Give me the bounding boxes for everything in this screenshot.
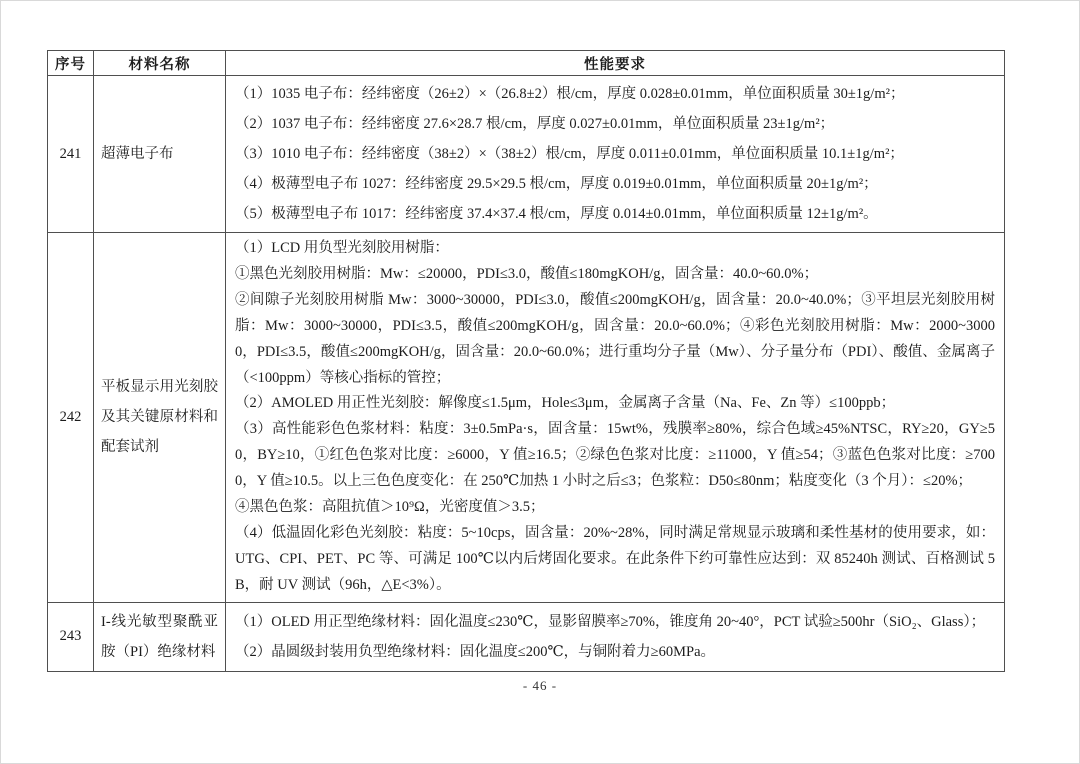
requirement-line: （3）1010 电子布：经纬密度（38±2）×（38±2）根/cm，厚度 0.011±0.01mm，单位面积质量 10.1±1g/m²； bbox=[235, 146, 904, 162]
requirement-line: ①黑色光刻胶用树脂：Mw：≤20000，PDI≤3.0，酸值≤180mgKOH/g，固含量：40.0~60.0%； bbox=[235, 265, 819, 282]
requirement-line: （5）极薄型电子布 1017：经纬密度 37.4×37.4 根/cm，厚度 0.014±0.01mm，单位面积质量 12±1g/m²。 bbox=[235, 206, 878, 222]
requirement-line: （2）1037 电子布：经纬密度 27.6×28.7 根/cm，厚度 0.027±0.01mm，单位面积质量 23±1g/m²； bbox=[235, 116, 835, 132]
row-index: 243 bbox=[48, 602, 94, 671]
col-header-index: 序号 bbox=[48, 51, 94, 76]
requirements-cell bbox=[226, 233, 1005, 603]
page-number: - 46 - bbox=[522, 678, 558, 693]
requirement-line: （1）1035 电子布：经纬密度（26±2）×（26.8±2）根/cm，厚度 0.028±0.01mm，单位面积质量 30±1g/m²； bbox=[235, 86, 905, 102]
requirement-line: ④黑色色浆：高阻抗值＞10⁹Ω，光密度值＞3.5； bbox=[235, 499, 545, 516]
table-row bbox=[48, 233, 1005, 603]
col-header-material: 材料名称 bbox=[94, 51, 226, 76]
requirement-line: （3）高性能彩色色浆材料：粘度：3±0.5mPa·s，固含量：15wt%，残膜率≥80%，综合色域≥45%NTSC，RY≥20，GY≥50，BY≥10，①红色色浆对比度：≥6000，Y 值≥16.5；②绿色色浆对比度：≥11000，Y 值≥54；③蓝色色浆对比度：≥7000，Y 值≥10.5。以上三色色度变化：在 250℃加热 1 小时之后≤3；色浆粒：D50≤80nm；粘度变化（3 个月）：≤20%； bbox=[235, 421, 995, 490]
row-index: 241 bbox=[48, 76, 94, 233]
requirement-line: （2）晶圆级封装用负型绝缘材料：固化温度≤200℃，与铜附着力≥60MPa。 bbox=[235, 643, 716, 660]
requirement-line: （2）AMOLED 用正性光刻胶：解像度≤1.5μm，Hole≤3μm，金属离子含量（Na、Fe、Zn 等）≤100ppb； bbox=[235, 395, 896, 412]
material-name: 超薄电子布 bbox=[94, 76, 226, 233]
requirement-line: ②间隙子光刻胶用树脂 Mw：3000~30000，PDI≤3.0，酸值≤200mgKOH/g，固含量：20.0~40.0%；③平坦层光刻胶用树脂：Mw：3000~30000，PDI≤3.5，酸值≤200mgKOH/g，固含量：20.0~60.0%；④彩色光刻胶用树脂：Mw：2000~30000，PDI≤3.5，酸值≤200mgKOH/g，固含量：20.0~60.0%；进行重均分子量（Mw）、分子量分布（PDI）、酸值、金属离子（<100ppm）等核心指标的管控； bbox=[235, 291, 995, 386]
requirement-line: （4）极薄型电子布 1027：经纬密度 29.5×29.5 根/cm，厚度 0.019±0.01mm，单位面积质量 20±1g/m²； bbox=[235, 176, 878, 192]
requirement-line: （1）LCD 用负型光刻胶用树脂： bbox=[235, 240, 449, 256]
table-row bbox=[48, 602, 1005, 671]
requirements-cell bbox=[226, 76, 1005, 233]
material-name: 平板显示用光刻胶及其关键原材料和配套试剂 bbox=[94, 233, 226, 603]
requirement-line: （1）OLED 用正型绝缘材料：固化温度≤230℃，显影留膜率≥70%，锥度角 20~40°，PCT 试验≥500hr（SiO₂、Glass）； bbox=[235, 613, 986, 630]
requirements-cell bbox=[226, 602, 1005, 671]
table-row bbox=[48, 76, 1005, 233]
row-index: 242 bbox=[48, 233, 94, 603]
table-header-row bbox=[48, 51, 1005, 76]
col-header-requirements: 性能要求 bbox=[226, 51, 1005, 76]
materials-table bbox=[47, 50, 1005, 672]
requirement-line: （4）低温固化彩色光刻胶：粘度：5~10cps，固含量：20%~28%，同时满足常规显示玻璃和柔性基材的使用要求，如：UTG、CPI、PET、PC 等、可满足 100℃以内后烤固化要求。在此条件下约可靠性应达到：双 85240h 测试、百格测试 5B，耐 UV 测试（96h，△E<3%）。 bbox=[235, 524, 995, 593]
material-name: I-线光敏型聚酰亚胺（PI）绝缘材料 bbox=[94, 602, 226, 671]
